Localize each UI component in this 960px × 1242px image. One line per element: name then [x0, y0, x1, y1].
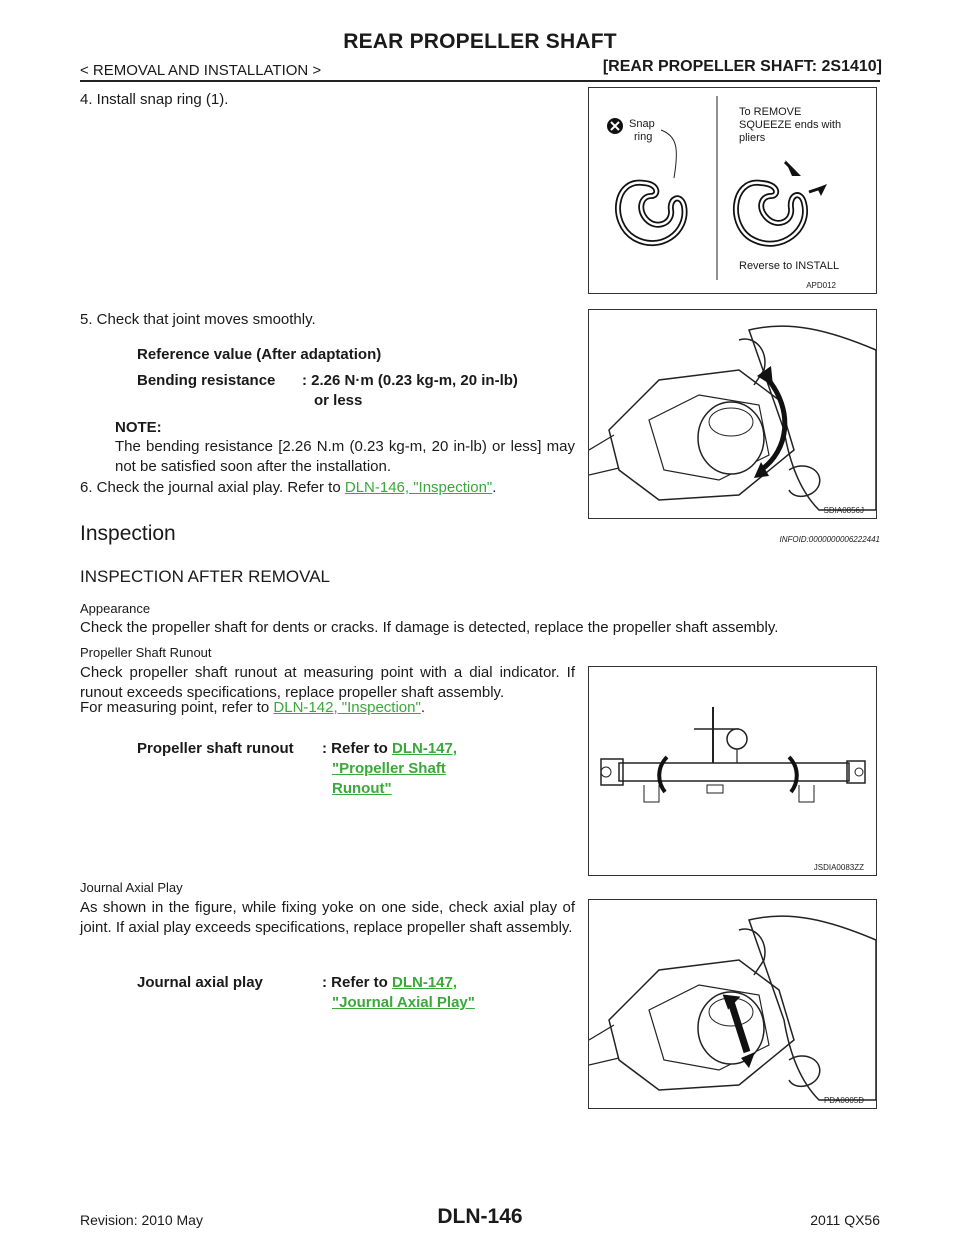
runout-figure: [588, 666, 877, 876]
remove-line3: pliers: [739, 132, 766, 144]
joint-bending-figure: [588, 309, 877, 519]
figure-code: APD012: [806, 281, 836, 290]
axial-spec-value: [322, 973, 475, 1013]
model-year: 2011 QX56: [810, 1212, 880, 1228]
reverse-instruction: Reverse to INSTALL: [739, 260, 840, 272]
axial-spec-prefix: : Refer to: [322, 974, 393, 991]
header-rule: [80, 80, 880, 82]
bending-value-line2: or less: [314, 392, 363, 409]
reference-value-label: Reference value (After adaptation): [137, 346, 382, 363]
step-6-period: .: [492, 479, 497, 496]
link-propeller-shaft-runout-line1[interactable]: "Propeller Shaft: [332, 760, 446, 777]
section-label: [REAR PROPELLER SHAFT: 2S1410]: [602, 58, 882, 75]
figure-code: PDA0005D: [823, 1096, 864, 1105]
appearance-heading: Appearance: [80, 601, 151, 616]
note-label: NOTE:: [115, 419, 162, 436]
note-text: The bending resistance [2.26 N.m (0.23 kg-m, 20 in-lb) or less] may not be satisfied soon after the installation.: [115, 438, 575, 475]
runout-spec-label: Propeller shaft runout: [137, 740, 294, 757]
axial-spec-label: Journal axial play: [137, 974, 263, 991]
link-dln-147-runout[interactable]: DLN-147,: [392, 740, 458, 757]
step-5: 5. Check that joint moves smoothly.: [80, 311, 316, 328]
page-number: DLN-146: [437, 1205, 523, 1228]
info-id: INFOID:0000000006222441: [779, 535, 880, 544]
link-dln-147-axial[interactable]: DLN-147,: [392, 974, 458, 991]
link-propeller-shaft-runout-line2[interactable]: Runout": [332, 780, 392, 797]
appearance-text: Check the propeller shaft for dents or cracks. If damage is detected, replace the propeller shaft assembly.: [80, 619, 779, 636]
breadcrumb: < REMOVAL AND INSTALLATION >: [80, 62, 322, 79]
inspection-after-removal-heading: INSPECTION AFTER REMOVAL: [80, 567, 331, 586]
inspection-heading: Inspection: [80, 522, 176, 545]
step-6: [80, 478, 496, 498]
runout-heading: Propeller Shaft Runout: [80, 645, 212, 660]
runout-spec-value: [322, 739, 457, 799]
bending-resistance-label: Bending resistance: [137, 372, 276, 389]
runout-text: Check propeller shaft runout at measuring point with a dial indicator. If runout exceeds specifications, replace propeller shaft assembly.: [80, 664, 575, 701]
link-dln-146-inspection[interactable]: DLN-146, "Inspection": [344, 479, 493, 496]
remove-line2: SQUEEZE ends with: [739, 119, 842, 131]
axial-play-text: As shown in the figure, while fixing yoke on one side, check axial play of joint. If axial play exceeds specifications, replace propeller shaft assembly.: [80, 899, 575, 936]
runout-reference-text: For measuring point, refer to: [80, 699, 274, 716]
snap-label-line1: Snap: [629, 118, 655, 130]
page-title: REAR PROPELLER SHAFT: [343, 30, 617, 53]
snap-ring-figure: [588, 87, 877, 294]
snap-label-line2: ring: [634, 131, 653, 143]
joint-bending-illustration: [589, 310, 876, 518]
bending-resistance-value: [302, 371, 518, 411]
link-dln-142-inspection[interactable]: DLN-142, "Inspection": [273, 699, 421, 716]
figure-code: JSDIA0083ZZ: [813, 863, 864, 872]
remove-line1: To REMOVE: [739, 106, 802, 118]
link-journal-axial-play[interactable]: "Journal Axial Play": [332, 994, 475, 1011]
runout-reference: [80, 698, 425, 718]
remove-instruction: [739, 106, 841, 145]
journal-axial-play-illustration: [589, 900, 876, 1108]
axial-play-figure: [588, 899, 877, 1109]
runout-spec-prefix: : Refer to: [322, 740, 393, 757]
runout-reference-period: .: [420, 699, 425, 716]
snap-ring-label: [629, 118, 655, 144]
figure-code: SDIA0856J: [823, 506, 864, 515]
bending-value-line1: : 2.26 N·m (0.23 kg-m, 20 in-lb): [302, 372, 518, 389]
step-6-text: 6. Check the journal axial play. Refer to: [80, 479, 345, 496]
axial-play-heading: Journal Axial Play: [80, 880, 183, 895]
propeller-shaft-runout-illustration: [589, 667, 876, 875]
revision-date: Revision: 2010 May: [80, 1212, 203, 1228]
step-4: 4. Install snap ring (1).: [80, 91, 229, 108]
